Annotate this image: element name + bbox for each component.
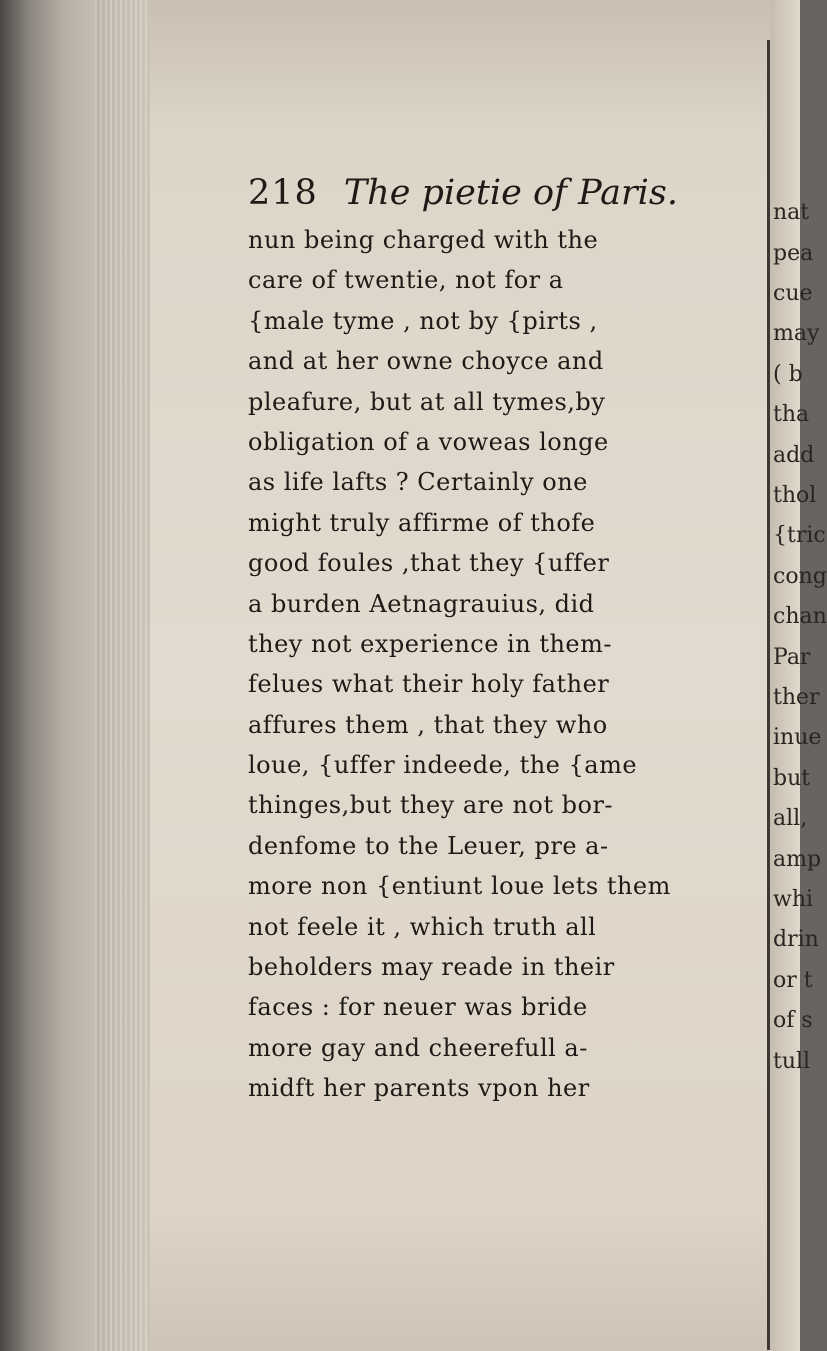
text-line: {male tyme , not by {pirts , xyxy=(248,306,598,335)
next-page-fragment: ther xyxy=(773,685,820,710)
text-line: faces : for neuer was bride xyxy=(248,993,588,1022)
next-page-fragment: chan xyxy=(773,604,827,629)
next-page-fragment: tull xyxy=(773,1049,811,1074)
text-line: felues what their holy father xyxy=(248,670,610,699)
text-line: nun being charged with the xyxy=(248,226,599,254)
text-line: as life lafts ? Certainly one xyxy=(248,468,588,497)
text-line: might truly affirme of thofe xyxy=(248,508,596,537)
text-line: they not experience in them- xyxy=(248,629,612,658)
running-title: The pietie of Paris. xyxy=(343,173,678,213)
next-page-fragment: tha xyxy=(773,402,810,427)
text-line: a burden Aetnagrauius, did xyxy=(248,589,595,618)
text-line: thinges,but they are not bor- xyxy=(248,791,614,820)
page-text xyxy=(248,168,768,1109)
text-line: care of twentie, not for a xyxy=(248,266,564,295)
text-line: more gay and cheerefull a- xyxy=(248,1033,588,1062)
text-line: good foules ,that they {uffer xyxy=(248,549,610,578)
next-page-fragment: drin xyxy=(773,927,819,952)
next-page-fragment: cue xyxy=(773,281,813,306)
next-page-fragment: but xyxy=(773,766,811,791)
next-page-fragment: amp xyxy=(773,847,822,872)
next-page-fragment: may xyxy=(773,321,820,346)
next-page-fragment: of s xyxy=(773,1008,813,1033)
page-number: 218 xyxy=(248,173,318,213)
text-line: denfome to the Leuer, pre a- xyxy=(248,831,609,860)
scanner-edge xyxy=(0,0,160,1351)
text-line: pleafure, but at all tymes,by xyxy=(248,387,606,416)
next-page-fragment: whi xyxy=(773,887,814,912)
text-line: not feele it , which truth all xyxy=(248,912,597,941)
running-header xyxy=(248,168,768,220)
text-line: affures them , that they who xyxy=(248,710,608,739)
text-line: midft her parents vpon her xyxy=(248,1074,590,1103)
next-page-fragment: cong xyxy=(773,564,827,589)
next-page-fragment: pea xyxy=(773,241,814,266)
next-page-sliver xyxy=(770,0,827,1351)
text-line: obligation of a voweas longe xyxy=(248,427,609,456)
next-page-fragment: nat xyxy=(773,200,810,225)
next-page-fragment: all, xyxy=(773,806,808,831)
next-page-fragment: add xyxy=(773,443,815,468)
text-line: more non {entiunt loue lets them xyxy=(248,872,671,901)
text-line: loue, {uffer indeede, the {ame xyxy=(248,751,638,780)
next-page-fragment: {tric xyxy=(773,523,826,548)
next-page-fragment: Par xyxy=(773,645,811,670)
next-page-fragment: inue xyxy=(773,725,822,750)
next-page-fragment: or t xyxy=(773,968,813,993)
next-page-fragment: ( b xyxy=(773,362,803,387)
text-line: and at her owne choyce and xyxy=(248,347,604,376)
text-line: beholders may reade in their xyxy=(248,953,615,982)
next-page-fragment: thol xyxy=(773,483,817,508)
